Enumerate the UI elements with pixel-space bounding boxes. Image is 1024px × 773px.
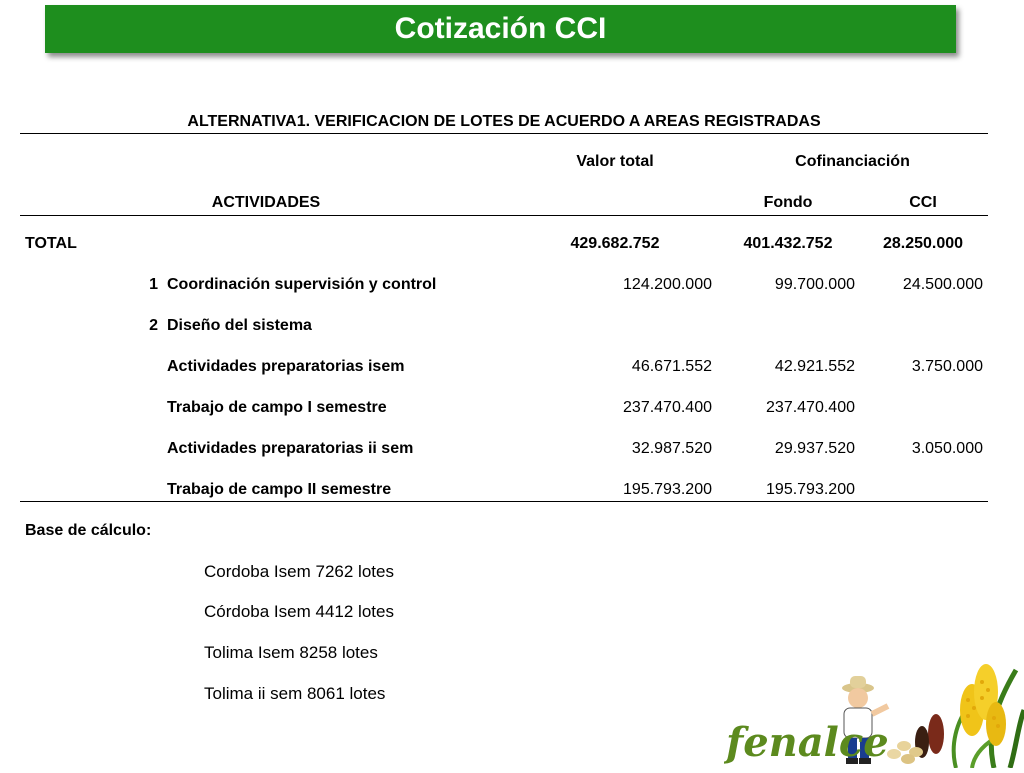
row-valor-total: 195.793.200 <box>623 481 712 498</box>
base-calculo-item: Córdoba Isem 4412 lotes <box>204 602 394 621</box>
row-number: 1 <box>149 276 158 293</box>
page-title: Cotización CCI <box>394 12 607 45</box>
row-valor-total: 124.200.000 <box>623 276 712 293</box>
base-calculo-label: Base de cálculo: <box>25 522 152 539</box>
row-label: Actividades preparatorias ii sem <box>167 440 414 457</box>
title-bar <box>45 5 956 53</box>
row-label: Trabajo de campo II semestre <box>167 481 392 498</box>
row-valor-total: 32.987.520 <box>631 440 712 457</box>
header-cci: CCI <box>909 194 937 211</box>
row-label: Diseño del sistema <box>167 317 312 334</box>
row-fondo: 42.921.552 <box>774 358 855 375</box>
fenalce-wordmark: fenalce <box>726 719 889 766</box>
row-valor-total: 46.671.552 <box>631 358 712 375</box>
fenalce-logo-farmer-corn-icon <box>724 664 1024 768</box>
header-actividades: ACTIVIDADES <box>211 194 321 211</box>
total-valor-total: 429.682.752 <box>570 235 660 252</box>
row-label: Trabajo de campo I semestre <box>167 399 387 416</box>
row-fondo: 195.793.200 <box>766 481 855 498</box>
row-cci: 3.750.000 <box>911 358 983 375</box>
table-top-rule <box>20 133 988 134</box>
header-fondo: Fondo <box>763 194 813 211</box>
row-label: Coordinación supervisión y control <box>167 276 437 293</box>
base-calculo-item: Cordoba Isem 7262 lotes <box>204 562 394 581</box>
row-valor-total: 237.470.400 <box>623 399 712 416</box>
header-valor-total: Valor total <box>576 153 654 170</box>
row-number: 2 <box>149 317 158 334</box>
base-calculo-item: Tolima Isem 8258 lotes <box>204 643 378 662</box>
base-calculo-item: Tolima ii sem 8061 lotes <box>204 684 386 703</box>
row-fondo: 29.937.520 <box>774 440 855 457</box>
header-cofinanciacion: Cofinanciación <box>795 153 910 170</box>
total-cci: 28.250.000 <box>882 235 964 252</box>
row-cci: 3.050.000 <box>911 440 983 457</box>
total-fondo: 401.432.752 <box>743 235 833 252</box>
row-fondo: 237.470.400 <box>766 399 855 416</box>
row-label: Actividades preparatorias isem <box>167 358 405 375</box>
table-caption: ALTERNATIVA1. VERIFICACION DE LOTES DE ACUERDO A AREAS REGISTRADAS <box>187 113 821 130</box>
row-fondo: 99.700.000 <box>774 276 855 293</box>
header-bottom-rule <box>20 215 988 216</box>
total-label: TOTAL <box>25 235 77 252</box>
row-cci: 24.500.000 <box>902 276 983 293</box>
fenalce-logo <box>724 664 1024 768</box>
table-bottom-rule <box>20 501 988 502</box>
